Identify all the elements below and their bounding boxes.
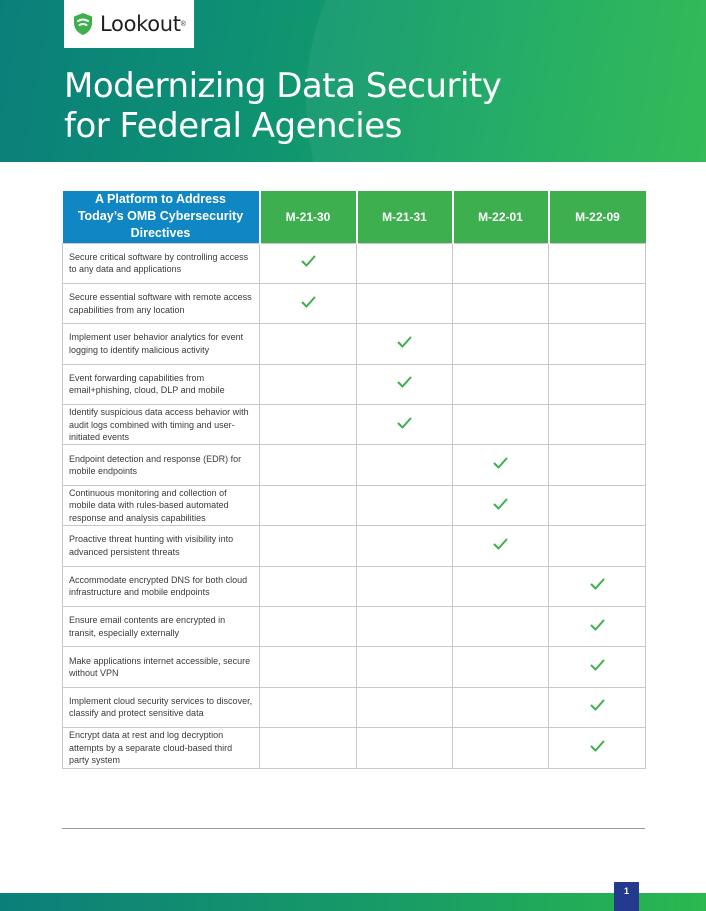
table-row [63, 364, 646, 404]
check-mark-icon [493, 498, 508, 510]
requirement-text: Endpoint detection and response (EDR) for mobile endpoints [63, 445, 260, 485]
page-title-line-1: Modernizing Data Security [64, 66, 502, 106]
directive-cell [549, 324, 646, 364]
directive-cell [260, 364, 357, 404]
check-mark-icon [590, 740, 605, 752]
directive-cell [453, 647, 549, 687]
directive-cell [357, 324, 453, 364]
directive-cell [453, 324, 549, 364]
directive-cell [260, 243, 357, 283]
directive-cell [357, 607, 453, 647]
directive-cell [453, 607, 549, 647]
requirement-text: Implement user behavior analytics for event logging to identify malicious activity [63, 324, 260, 364]
footer-divider [62, 828, 645, 829]
page-title [64, 66, 584, 146]
check-mark-icon [493, 538, 508, 550]
directives-table [62, 191, 646, 769]
check-mark-icon [590, 699, 605, 711]
directive-cell [549, 283, 646, 323]
directive-cell [549, 445, 646, 485]
check-mark-icon [493, 457, 508, 469]
requirement-text: Secure essential software with remote access capabilities from any location [63, 283, 260, 323]
requirement-text: Secure critical software by controlling access to any data and applications [63, 243, 260, 283]
directive-cell [260, 485, 357, 525]
check-mark-icon [590, 659, 605, 671]
requirement-text: Make applications internet accessible, secure without VPN [63, 647, 260, 687]
directive-cell [357, 526, 453, 566]
check-mark-icon [590, 578, 605, 590]
directive-cell [357, 647, 453, 687]
directive-cell [549, 607, 646, 647]
directive-cell [357, 485, 453, 525]
requirement-text: Event forwarding capabilities from email+phishing, cloud, DLP and mobile [63, 364, 260, 404]
directive-cell [357, 566, 453, 606]
header-m-22-09: M-22-09 [549, 191, 646, 243]
trademark-symbol: ® [180, 20, 186, 28]
table-row [63, 445, 646, 485]
directive-cell [549, 485, 646, 525]
directive-cell [453, 485, 549, 525]
directive-cell [260, 647, 357, 687]
directive-cell [260, 526, 357, 566]
directive-cell [357, 283, 453, 323]
logo-wordmark: Lookout [100, 12, 181, 36]
requirement-text: Identify suspicious data access behavior with audit logs combined with timing and user-initiated events [63, 405, 260, 445]
directive-cell [260, 283, 357, 323]
check-mark-icon [397, 376, 412, 388]
directive-cell [549, 405, 646, 445]
requirement-text: Encrypt data at rest and log decryption attempts by a separate cloud-based third party system [63, 728, 260, 768]
directive-cell [453, 728, 549, 768]
directive-cell [357, 728, 453, 768]
directive-cell [357, 405, 453, 445]
directive-cell [260, 728, 357, 768]
table-row [63, 283, 646, 323]
directive-cell [453, 243, 549, 283]
check-mark-icon [301, 255, 316, 267]
directive-cell [453, 687, 549, 727]
check-mark-icon [397, 417, 412, 429]
directive-cell [357, 687, 453, 727]
table-row [63, 324, 646, 364]
header-m-22-01: M-22-01 [453, 191, 549, 243]
table-row [63, 728, 646, 768]
requirement-text: Ensure email contents are encrypted in transit, especially externally [63, 607, 260, 647]
directive-cell [549, 364, 646, 404]
directive-cell [357, 445, 453, 485]
directive-cell [260, 405, 357, 445]
table-row [63, 243, 646, 283]
directive-cell [357, 364, 453, 404]
directive-cell [260, 687, 357, 727]
directive-cell [453, 364, 549, 404]
footer-band [0, 893, 706, 911]
directive-cell [453, 405, 549, 445]
table-row [63, 566, 646, 606]
check-mark-icon [590, 619, 605, 631]
directive-cell [453, 526, 549, 566]
header-m-21-31: M-21-31 [357, 191, 453, 243]
directive-cell [549, 566, 646, 606]
table-row [63, 687, 646, 727]
directive-cell [260, 566, 357, 606]
directive-cell [549, 526, 646, 566]
directive-cell [549, 647, 646, 687]
table-header-row [63, 191, 646, 243]
requirement-text: Accommodate encrypted DNS for both cloud infrastructure and mobile endpoints [63, 566, 260, 606]
page-number: 1 [614, 882, 639, 911]
table-row [63, 405, 646, 445]
page-title-line-2: for Federal Agencies [64, 106, 402, 146]
check-mark-icon [397, 336, 412, 348]
hero-banner [0, 0, 706, 162]
header-platform-directives: A Platform to Address Today’s OMB Cybersecurity Directives [63, 191, 260, 243]
lookout-logo [64, 0, 194, 48]
header-m-21-30: M-21-30 [260, 191, 357, 243]
table-row [63, 607, 646, 647]
directive-cell [260, 607, 357, 647]
directive-cell [260, 324, 357, 364]
lookout-shield-icon [72, 12, 94, 36]
directive-cell [549, 243, 646, 283]
directive-cell [453, 445, 549, 485]
directive-cell [453, 283, 549, 323]
directive-cell [549, 687, 646, 727]
requirement-text: Continuous monitoring and collection of mobile data with rules-based automated response and analysis capabilities [63, 485, 260, 525]
directive-cell [549, 728, 646, 768]
requirement-text: Implement cloud security services to discover, classify and protect sensitive data [63, 687, 260, 727]
directive-cell [453, 566, 549, 606]
table-row [63, 485, 646, 525]
check-mark-icon [301, 296, 316, 308]
table-row [63, 526, 646, 566]
directive-cell [357, 243, 453, 283]
table-row [63, 647, 646, 687]
requirement-text: Proactive threat hunting with visibility into advanced persistent threats [63, 526, 260, 566]
directive-cell [260, 445, 357, 485]
